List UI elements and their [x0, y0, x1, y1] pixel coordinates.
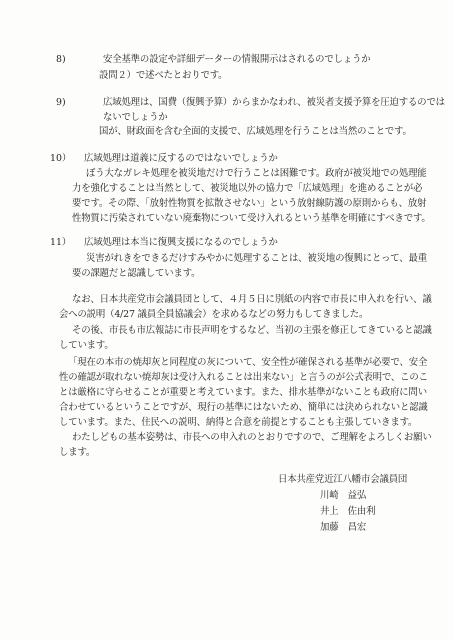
- signature-member: 川崎 益弘: [320, 490, 367, 501]
- signature-org: 日本共産党近江八幡市会議員団: [278, 474, 408, 485]
- closing-line: その後、市長も市広報誌に市長声明をするなど、当初の主張を修正してきていると認識: [72, 325, 432, 336]
- closing-line: わたしどもの基本姿勢は、市長への申入れのとおりですので、ご理解をよろしくお願い: [72, 432, 432, 443]
- section-number: 10）: [50, 153, 72, 164]
- section-body-line: 性物質に汚染されていない廃棄物について受け入れるという基準を明確にすべきです。: [72, 213, 431, 224]
- section-body-line: 設問２）で述べたとおりです。: [99, 70, 228, 81]
- section-number: 11）: [50, 237, 72, 248]
- section-body-line: 要の課題だと認識しています。: [72, 268, 201, 279]
- closing-line: 合わせているということですが、現行の基準にはないため、簡単には決められないと認識: [59, 402, 428, 413]
- closing-line: 性の確認が取れない焼却灰は受け入れることは出来ない」と言うのが公式表明で、このこ: [59, 372, 428, 383]
- closing-line: しています。また、住民への説明、納得と合意を前提とすることも主張していきます。: [59, 417, 418, 428]
- section-body-line: ぼう大なガレキ処理を被災地だけで行うことは困難です。政府が被災地での処理能: [86, 168, 427, 179]
- section-number: 9): [56, 97, 66, 108]
- closing-line: とは厳格に守らせることが重要と考えています。また、排水基準がないことも政府に問い: [59, 387, 427, 398]
- section-title: 広域処理は道義に反するのではないでしょうか: [84, 153, 278, 164]
- section-body-line: 要です。その際、「放射性物質を拡散させない」という放射線防護の原則からも、放射: [72, 198, 427, 209]
- section-title: 安全基準の設定や詳細データーの情報開示はされるのでしょうか: [103, 54, 371, 65]
- closing-line: します。: [59, 447, 96, 458]
- closing-line: 会への説明（4/27 議員全員協議会）を求めるなどの努力もしてきました。: [59, 309, 369, 320]
- section-number: 8): [56, 54, 66, 65]
- section-body-line: 国が、財政面を含む全面的支援で、広域処理を行うことは当然のことです。: [99, 126, 412, 137]
- signature-member: 井上 佐由利: [320, 506, 376, 517]
- closing-line: 「現在の本市の焼却灰と同程度の灰について、安全性が確保される基準が必要で、安全: [68, 357, 428, 368]
- section-body-line: 力を強化することは当然として、被災地以外の協力で「広域処理」を進めることが必: [72, 183, 423, 194]
- signature-member: 加藤 昌宏: [320, 522, 367, 533]
- closing-line: なお、日本共産党市会議員団として、４月５日に別紙の内容で市長に申入れを行い、議: [72, 294, 432, 305]
- closing-line: しています。: [59, 340, 114, 351]
- section-title: 広域処理は、国費（復興予算）からまかなわれ、被災者支援予算を圧迫するのでは: [103, 97, 445, 108]
- section-title-continued: ないでしょうか: [103, 112, 168, 123]
- section-body-line: 災害がれきをできるだけすみやかに処理することは、被災地の復興にとって、最重: [86, 253, 427, 264]
- section-title: 広域処理は本当に復興支援になるのでしょうか: [84, 237, 278, 248]
